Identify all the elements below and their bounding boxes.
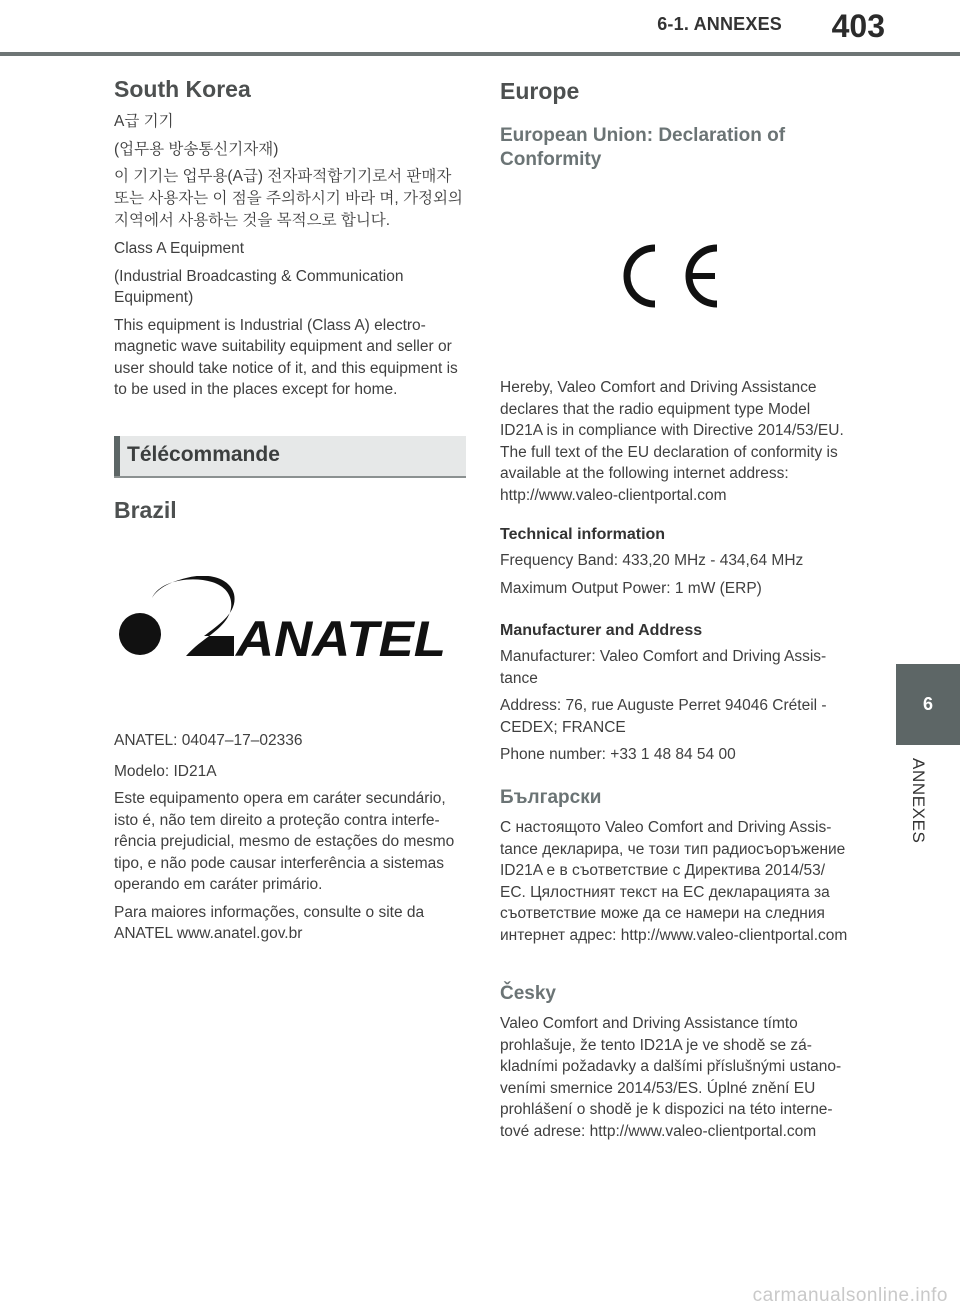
manufacturer-address: Address: 76, rue Auguste Perret 94046 Créteil - CEDEX; FRANCE bbox=[500, 697, 827, 736]
ce-mark bbox=[619, 240, 729, 312]
chapter-label-text: ANNEXES bbox=[909, 758, 928, 844]
anatel-logo bbox=[116, 576, 448, 660]
manufacturer-heading: Manufacturer and Address bbox=[500, 622, 703, 639]
section-title: 6-1. ANNEXES bbox=[657, 14, 782, 34]
europe-heading: Europe bbox=[500, 78, 580, 104]
model-line: Modelo: ID21A bbox=[114, 762, 217, 780]
brazil-section bbox=[114, 730, 466, 945]
band-accent bbox=[114, 436, 120, 476]
brazil-heading: Brazil bbox=[114, 497, 177, 523]
manufacturer-phone: Phone number: +33 1 48 84 54 00 bbox=[500, 746, 736, 763]
brazil-notice: Este equipamento opera em caráter secundário, isto é, não tem direito a proteção contra interfe-rência prejudicial, mesmo de estações do mesmo tipo, e não pode causar interferência a sistemas operando em caráter primário. bbox=[114, 790, 455, 893]
anatel-logo-dot bbox=[119, 613, 161, 655]
korea-line-4: Class A Equipment bbox=[114, 240, 245, 257]
technical-heading: Technical information bbox=[500, 526, 666, 543]
bulgarian-section bbox=[500, 787, 850, 946]
korea-line-3: 이 기기는 업무용(A급) 전자파적합기기로서 판매자 또는 사용자는 이 점을 주의하시기 바라 며, 가정외의 지역에서 사용하는 것을 목적으로 합니다. bbox=[114, 168, 463, 229]
bulgarian-text: С настоящото Valeo Comfort and Driving Assis-tance декларира, че този тип радиосъоръжение ID21A е в съответствие с Директива 2014/53/ЕС. Цялостният текст на ЕС декларацията за съответствие може да се намери на следния интернет адрес: http://www.valeo-clientportal.com bbox=[500, 819, 848, 944]
czech-section bbox=[500, 983, 850, 1142]
korea-line-5: (Industrial Broadcasting & Communication Equipment) bbox=[114, 267, 404, 306]
anatel-code: ANATEL: 04047–17–02336 bbox=[114, 732, 303, 749]
anatel-logo-swoosh bbox=[152, 576, 235, 656]
header-rule bbox=[0, 52, 960, 56]
frequency-band: Frequency Band: 433,20 MHz - 434,64 MHz bbox=[500, 552, 804, 569]
korea-line-2: (업무용 방송통신기자재) bbox=[114, 140, 279, 158]
page-number: 403 bbox=[831, 8, 885, 44]
manufacturer-name: Manufacturer: Valeo Comfort and Driving Assis-tance bbox=[500, 648, 827, 687]
brazil-more-info: Para maiores informações, consulte o site da ANATEL www.anatel.gov.br bbox=[114, 903, 425, 942]
south-korea-section bbox=[114, 76, 466, 401]
korea-line-6: This equipment is Industrial (Class A) electro-magnetic wave suitability equipment and seller or user should take notice of it, and this equipment is to be used in the places except for home. bbox=[114, 316, 458, 398]
anatel-logo-text: ANATEL bbox=[233, 611, 446, 660]
technical-section bbox=[500, 526, 850, 599]
czech-heading: Česky bbox=[500, 983, 556, 1004]
chapter-tab[interactable]: 6 bbox=[896, 664, 960, 745]
ce-mark-c bbox=[627, 248, 655, 304]
eu-declaration-text: Hereby, Valeo Comfort and Driving Assistance declares that the radio equipment type Model ID21A is in compliance with Directive 2014/53/EU. The full text of the EU declaration of conformity is available at the following internet address: http://www.valeo-clientportal.com bbox=[500, 379, 844, 504]
chapter-label bbox=[902, 758, 932, 858]
telecommande-heading: Télécommande bbox=[127, 443, 280, 466]
south-korea-heading: South Korea bbox=[114, 76, 251, 102]
output-power: Maximum Output Power: 1 mW (ERP) bbox=[500, 579, 762, 597]
watermark: carmanualsonline.info bbox=[752, 1285, 948, 1306]
eu-declaration bbox=[500, 377, 850, 506]
telecommande-band bbox=[114, 436, 466, 478]
czech-text: Valeo Comfort and Driving Assistance tímto prohlašuje, že tento ID21A je ve shodě se zá-kladními požadavky a dalšími příslušnými ustano-veními smernice 2014/53/ES. Úplné znění EU prohlášení o shodě je k dispozici na této interne-tové adrese: http://www.valeo-clientportal.com bbox=[500, 1015, 842, 1140]
manufacturer-section bbox=[500, 622, 850, 766]
eu-declaration-heading: European Union: Declaration of Conformity bbox=[500, 125, 786, 170]
korea-line-1: A급 기기 bbox=[114, 113, 174, 130]
bulgarian-heading: Български bbox=[500, 787, 602, 808]
